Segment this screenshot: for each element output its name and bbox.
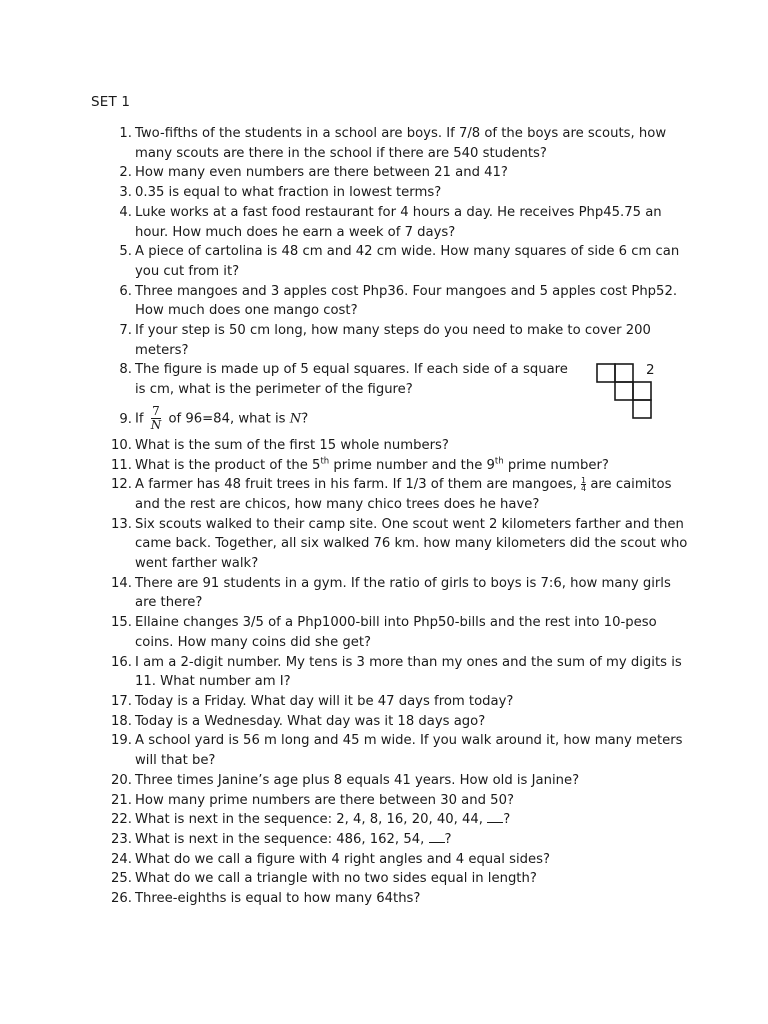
question-text: What do we call a triangle with no two sides equal in length? <box>135 871 537 887</box>
question-number: 13. <box>111 516 132 532</box>
question-12 <box>104 475 694 514</box>
question-16 <box>104 653 694 692</box>
question-number: 10. <box>111 437 132 453</box>
question-text: The figure is made up of 5 equal squares. If each side of a square is cm, what is the perimeter of the figure? <box>135 362 568 398</box>
question-number: 24. <box>111 851 132 867</box>
question-14 <box>104 574 694 613</box>
question-text: 0.35 is equal to what fraction in lowest terms? <box>135 185 442 201</box>
question-19 <box>104 731 694 770</box>
question-13 <box>104 515 694 574</box>
square <box>633 400 651 418</box>
question-number: 8. <box>119 362 132 378</box>
variable: N <box>289 411 302 427</box>
question-text: What is the sum of the first 15 whole numbers? <box>135 437 449 453</box>
question-5 <box>104 242 694 281</box>
fraction <box>151 405 162 432</box>
question-text-mid: prime number and the 9 <box>333 457 495 473</box>
question-23 <box>104 830 694 850</box>
question-text-pre: A farmer has 48 fruit trees in his farm. If 1/3 of them are mangoes, <box>135 477 577 493</box>
question-11 <box>104 456 694 476</box>
question-text: Ellaine changes 3/5 of a Php1000-bill into Php50-bills and the rest into 10-peso coins. How many coins did she get? <box>135 615 657 650</box>
question-17 <box>104 692 694 712</box>
question-text-post: ? <box>444 831 452 847</box>
question-15 <box>104 613 694 652</box>
question-text-pre: What is next in the sequence: 2, 4, 8, 16, 20, 40, 44, <box>135 812 483 828</box>
question-text <box>135 456 694 476</box>
question-25 <box>104 869 694 889</box>
question-text-post: are caimitos and the rest are chicos, how many chico trees does he have? <box>135 477 672 512</box>
small-fraction <box>581 477 586 492</box>
question-text <box>135 475 694 514</box>
question-number: 1. <box>119 126 132 141</box>
question-21 <box>104 791 694 811</box>
question-text: If your step is 50 cm long, how many steps do you need to make to cover 200 meters? <box>135 323 651 358</box>
question-text: A school yard is 56 m long and 45 m wide. If you walk around it, how many meters will that be? <box>135 733 683 769</box>
question-number: 14. <box>111 575 132 591</box>
question-24 <box>104 850 694 870</box>
question-number: 2. <box>119 165 132 181</box>
question-text-pre: If <box>135 411 144 427</box>
question-2 <box>104 163 694 183</box>
question-number: 17. <box>111 693 132 709</box>
question-number: 19. <box>111 733 132 749</box>
square <box>615 364 633 382</box>
question-number: 11. <box>111 457 132 473</box>
question-number: 3. <box>119 185 132 201</box>
fraction-numerator: 7 <box>152 403 160 418</box>
question-number: 6. <box>119 283 132 299</box>
question-text-post: ? <box>301 411 309 427</box>
question-text-pre: What is next in the sequence: 486, 162, 54, <box>135 831 425 847</box>
question-number: 4. <box>119 204 132 220</box>
question-1 <box>104 124 694 163</box>
question-number: 23. <box>111 831 132 847</box>
question-number: 12. <box>111 477 132 493</box>
question-22 <box>104 810 694 830</box>
fraction-numerator: 1 <box>581 475 587 485</box>
question-number: 5. <box>119 244 132 260</box>
question-20 <box>104 771 694 791</box>
answer-blank <box>487 812 503 823</box>
question-3 <box>104 183 694 203</box>
question-text-pre: What is the product of the 5 <box>135 457 321 473</box>
square <box>597 364 615 382</box>
question-text: Today is a Friday. What day will it be 47 days from today? <box>135 693 514 709</box>
fraction-denominator: N <box>150 417 162 432</box>
square <box>633 382 651 400</box>
question-number: 22. <box>111 812 132 828</box>
question-text: There are 91 students in a gym. If the ratio of girls to boys is 7:6, how many girls are there? <box>135 575 671 611</box>
question-text: How many even numbers are there between 21 and 41? <box>135 165 508 181</box>
question-text: Three times Janine’s age plus 8 equals 41 years. How old is Janine? <box>135 772 580 788</box>
question-text: A piece of cartolina is 48 cm and 42 cm wide. How many squares of side 6 cm can you cut from it? <box>135 244 680 279</box>
question-number: 20. <box>111 772 132 788</box>
question-number: 26. <box>111 891 132 907</box>
question-10 <box>104 436 694 456</box>
fraction-denominator: 4 <box>581 483 587 493</box>
question-number: 25. <box>111 871 132 887</box>
question-number: 21. <box>111 792 132 808</box>
question-text-post: prime number? <box>507 457 609 473</box>
question-26 <box>104 889 694 909</box>
question-text: What do we call a figure with 4 right angles and 4 equal sides? <box>135 851 550 867</box>
question-4 <box>104 203 694 242</box>
question-text: Three-eighths is equal to how many 64ths? <box>135 891 421 907</box>
question-7 <box>104 321 694 360</box>
set-title: SET 1 <box>91 94 131 110</box>
question-list <box>104 124 694 909</box>
question-text: Six scouts walked to their camp site. One scout went 2 kilometers farther and then came back. Together, all six walked 76 km. how many kilometers did the scout who went farther walk? <box>135 516 688 572</box>
superscript: th <box>320 456 330 467</box>
question-number: 15. <box>111 615 132 631</box>
answer-blank <box>429 832 445 843</box>
question-text: Three mangoes and 3 apples cost Php36. Four mangoes and 5 apples cost Php52. How much does one mango cost? <box>135 283 678 319</box>
question-number: 16. <box>111 654 132 670</box>
question-text: Today is a Wednesday. What day was it 18 days ago? <box>135 713 486 729</box>
question-18 <box>104 712 694 732</box>
question-text-mid: of 96=84, what is <box>168 411 286 427</box>
question-number: 18. <box>111 713 132 729</box>
question-number: 7. <box>119 323 132 339</box>
question-number: 9. <box>119 411 132 427</box>
question-text-post: ? <box>503 812 511 828</box>
question-text: Luke works at a fast food restaurant for 4 hours a day. He receives Php45.75 an hour. How much does he earn a week of 7 days? <box>135 204 662 240</box>
question-text: How many prime numbers are there between 30 and 50? <box>135 792 514 808</box>
square <box>615 382 633 400</box>
superscript: th <box>494 456 504 467</box>
question-text: I am a 2-digit number. My tens is 3 more than my ones and the sum of my digits is 11. What number am I? <box>135 654 682 690</box>
question-text <box>135 810 694 830</box>
question-text: Two-fifths of the students in a school are boys. If 7/8 of the boys are scouts, how many scouts are there in the school if there are 540 students? <box>135 126 667 161</box>
question-6 <box>104 282 694 321</box>
question-text <box>135 830 694 850</box>
figure-side-label: 2 <box>646 362 655 378</box>
